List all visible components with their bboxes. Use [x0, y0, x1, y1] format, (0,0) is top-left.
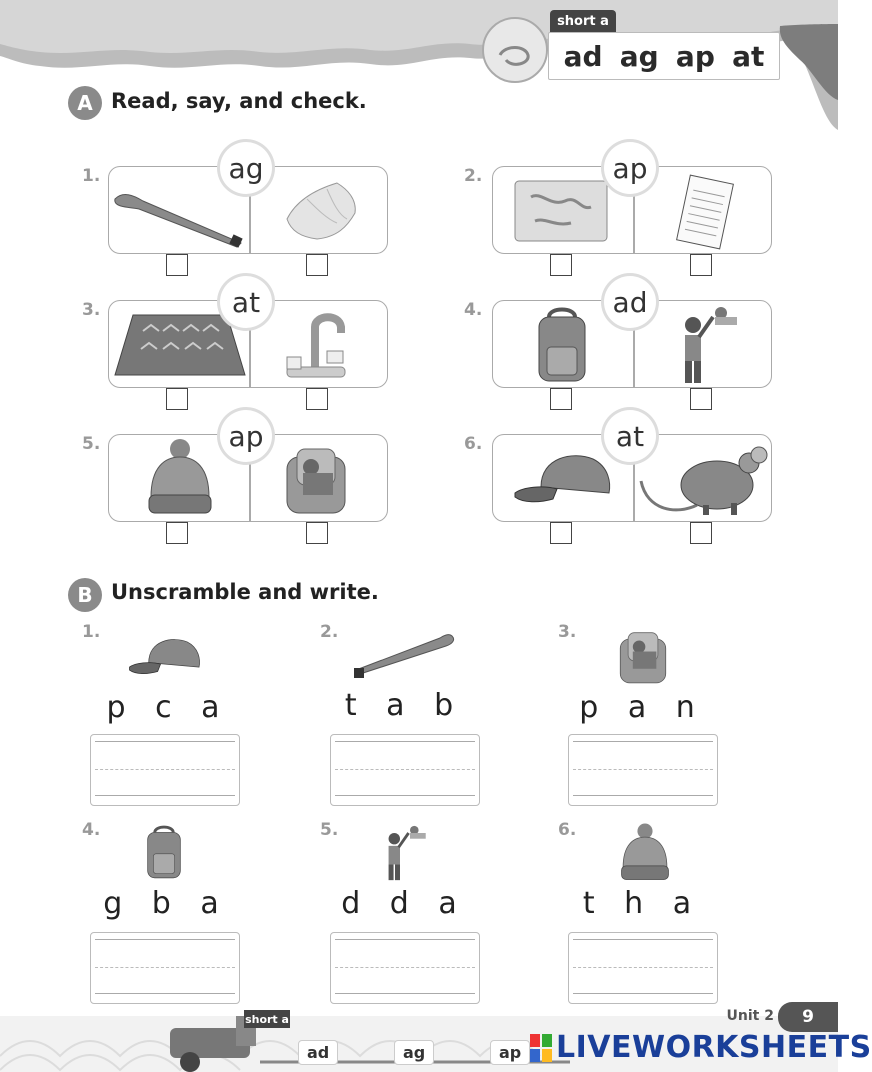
backpack-picture	[531, 307, 593, 385]
backpack-picture	[142, 824, 186, 882]
rag-picture	[277, 179, 363, 243]
item-b4-writing-box[interactable]	[90, 932, 240, 1004]
item-b5-scrambled-letters: d d a	[341, 886, 467, 921]
unit-label: Unit 2	[726, 1008, 774, 1024]
item-a6-number: 6.	[464, 434, 483, 454]
item-b6-writing-box[interactable]	[568, 932, 718, 1004]
rat-picture	[637, 441, 771, 521]
section-b-title: Unscramble and write.	[111, 580, 379, 604]
item-b6-scrambled-letters: t h a	[582, 886, 702, 921]
item-a4-number: 4.	[464, 300, 483, 320]
item-a2-number: 2.	[464, 166, 483, 186]
item-a2-left-checkbox[interactable]	[550, 254, 572, 276]
item-b4-scrambled-letters: g b a	[103, 886, 229, 921]
cap-picture	[513, 447, 613, 509]
item-a4-sound-bubble: ad	[604, 276, 656, 328]
item-a6-right-checkbox[interactable]	[690, 522, 712, 544]
item-a1-number: 1.	[82, 166, 101, 186]
bat-picture	[352, 632, 456, 680]
nap-picture	[281, 443, 351, 517]
hat-picture	[618, 822, 672, 884]
word-family-ad: ad	[563, 39, 603, 73]
item-a5-right-checkbox[interactable]	[306, 522, 328, 544]
liveworksheets-brand[interactable]: LIVEWORKSHEETS	[556, 1030, 872, 1065]
item-a6-sound-bubble: at	[604, 410, 656, 462]
footer-word-ad: ad	[298, 1040, 338, 1065]
item-a3-sound-bubble: at	[220, 276, 272, 328]
word-family-ag: ag	[619, 39, 659, 73]
item-a5-number: 5.	[82, 434, 101, 454]
item-b5-number: 5.	[320, 820, 339, 840]
item-b2-scrambled-letters: t a b	[344, 688, 464, 723]
section-b-badge: B	[68, 578, 102, 612]
item-b6-number: 6.	[558, 820, 577, 840]
dad-picture	[673, 305, 743, 385]
section-a-title: Read, say, and check.	[111, 89, 367, 113]
item-b2-number: 2.	[320, 622, 339, 642]
cap-picture	[128, 632, 202, 680]
item-a5-left-checkbox[interactable]	[166, 522, 188, 544]
short-a-tag: short a	[550, 10, 616, 32]
item-b1-scrambled-letters: p c a	[106, 690, 230, 725]
item-a1-left-checkbox[interactable]	[166, 254, 188, 276]
item-b1-number: 1.	[82, 622, 101, 642]
page-number: 9	[778, 1002, 838, 1032]
item-b2-writing-box[interactable]	[330, 734, 480, 806]
section-a-badge: A	[68, 86, 102, 120]
notepad-picture	[677, 173, 733, 251]
item-a1-right-checkbox[interactable]	[306, 254, 328, 276]
footer-short-a-tag: short a	[244, 1010, 290, 1028]
footer-word-ag: ag	[394, 1040, 434, 1065]
dad-picture	[380, 822, 430, 884]
item-a4-left-checkbox[interactable]	[550, 388, 572, 410]
footer-word-ap: ap	[490, 1040, 530, 1065]
bat-picture	[113, 181, 245, 245]
word-family-title	[548, 32, 780, 80]
item-a1-sound-bubble: ag	[220, 142, 272, 194]
mat-picture	[113, 311, 247, 381]
item-a2-sound-bubble: ap	[604, 142, 656, 194]
map-picture	[511, 177, 611, 245]
item-b3-scrambled-letters: p a n	[579, 690, 705, 725]
item-a3-number: 3.	[82, 300, 101, 320]
item-b3-writing-box[interactable]	[568, 734, 718, 806]
nap-picture	[612, 628, 674, 686]
item-b1-writing-box[interactable]	[90, 734, 240, 806]
item-a3-left-checkbox[interactable]	[166, 388, 188, 410]
liveworksheets-logo-icon	[530, 1034, 554, 1064]
item-a5-sound-bubble: ap	[220, 410, 272, 462]
item-b3-number: 3.	[558, 622, 577, 642]
word-family-ap: ap	[675, 39, 715, 73]
word-family-at: at	[732, 39, 765, 73]
tap-picture	[277, 307, 357, 387]
item-a6-left-checkbox[interactable]	[550, 522, 572, 544]
item-a4-right-checkbox[interactable]	[690, 388, 712, 410]
item-b4-number: 4.	[82, 820, 101, 840]
item-b5-writing-box[interactable]	[330, 932, 480, 1004]
item-a2-right-checkbox[interactable]	[690, 254, 712, 276]
item-a3-right-checkbox[interactable]	[306, 388, 328, 410]
hat-picture	[145, 437, 215, 519]
